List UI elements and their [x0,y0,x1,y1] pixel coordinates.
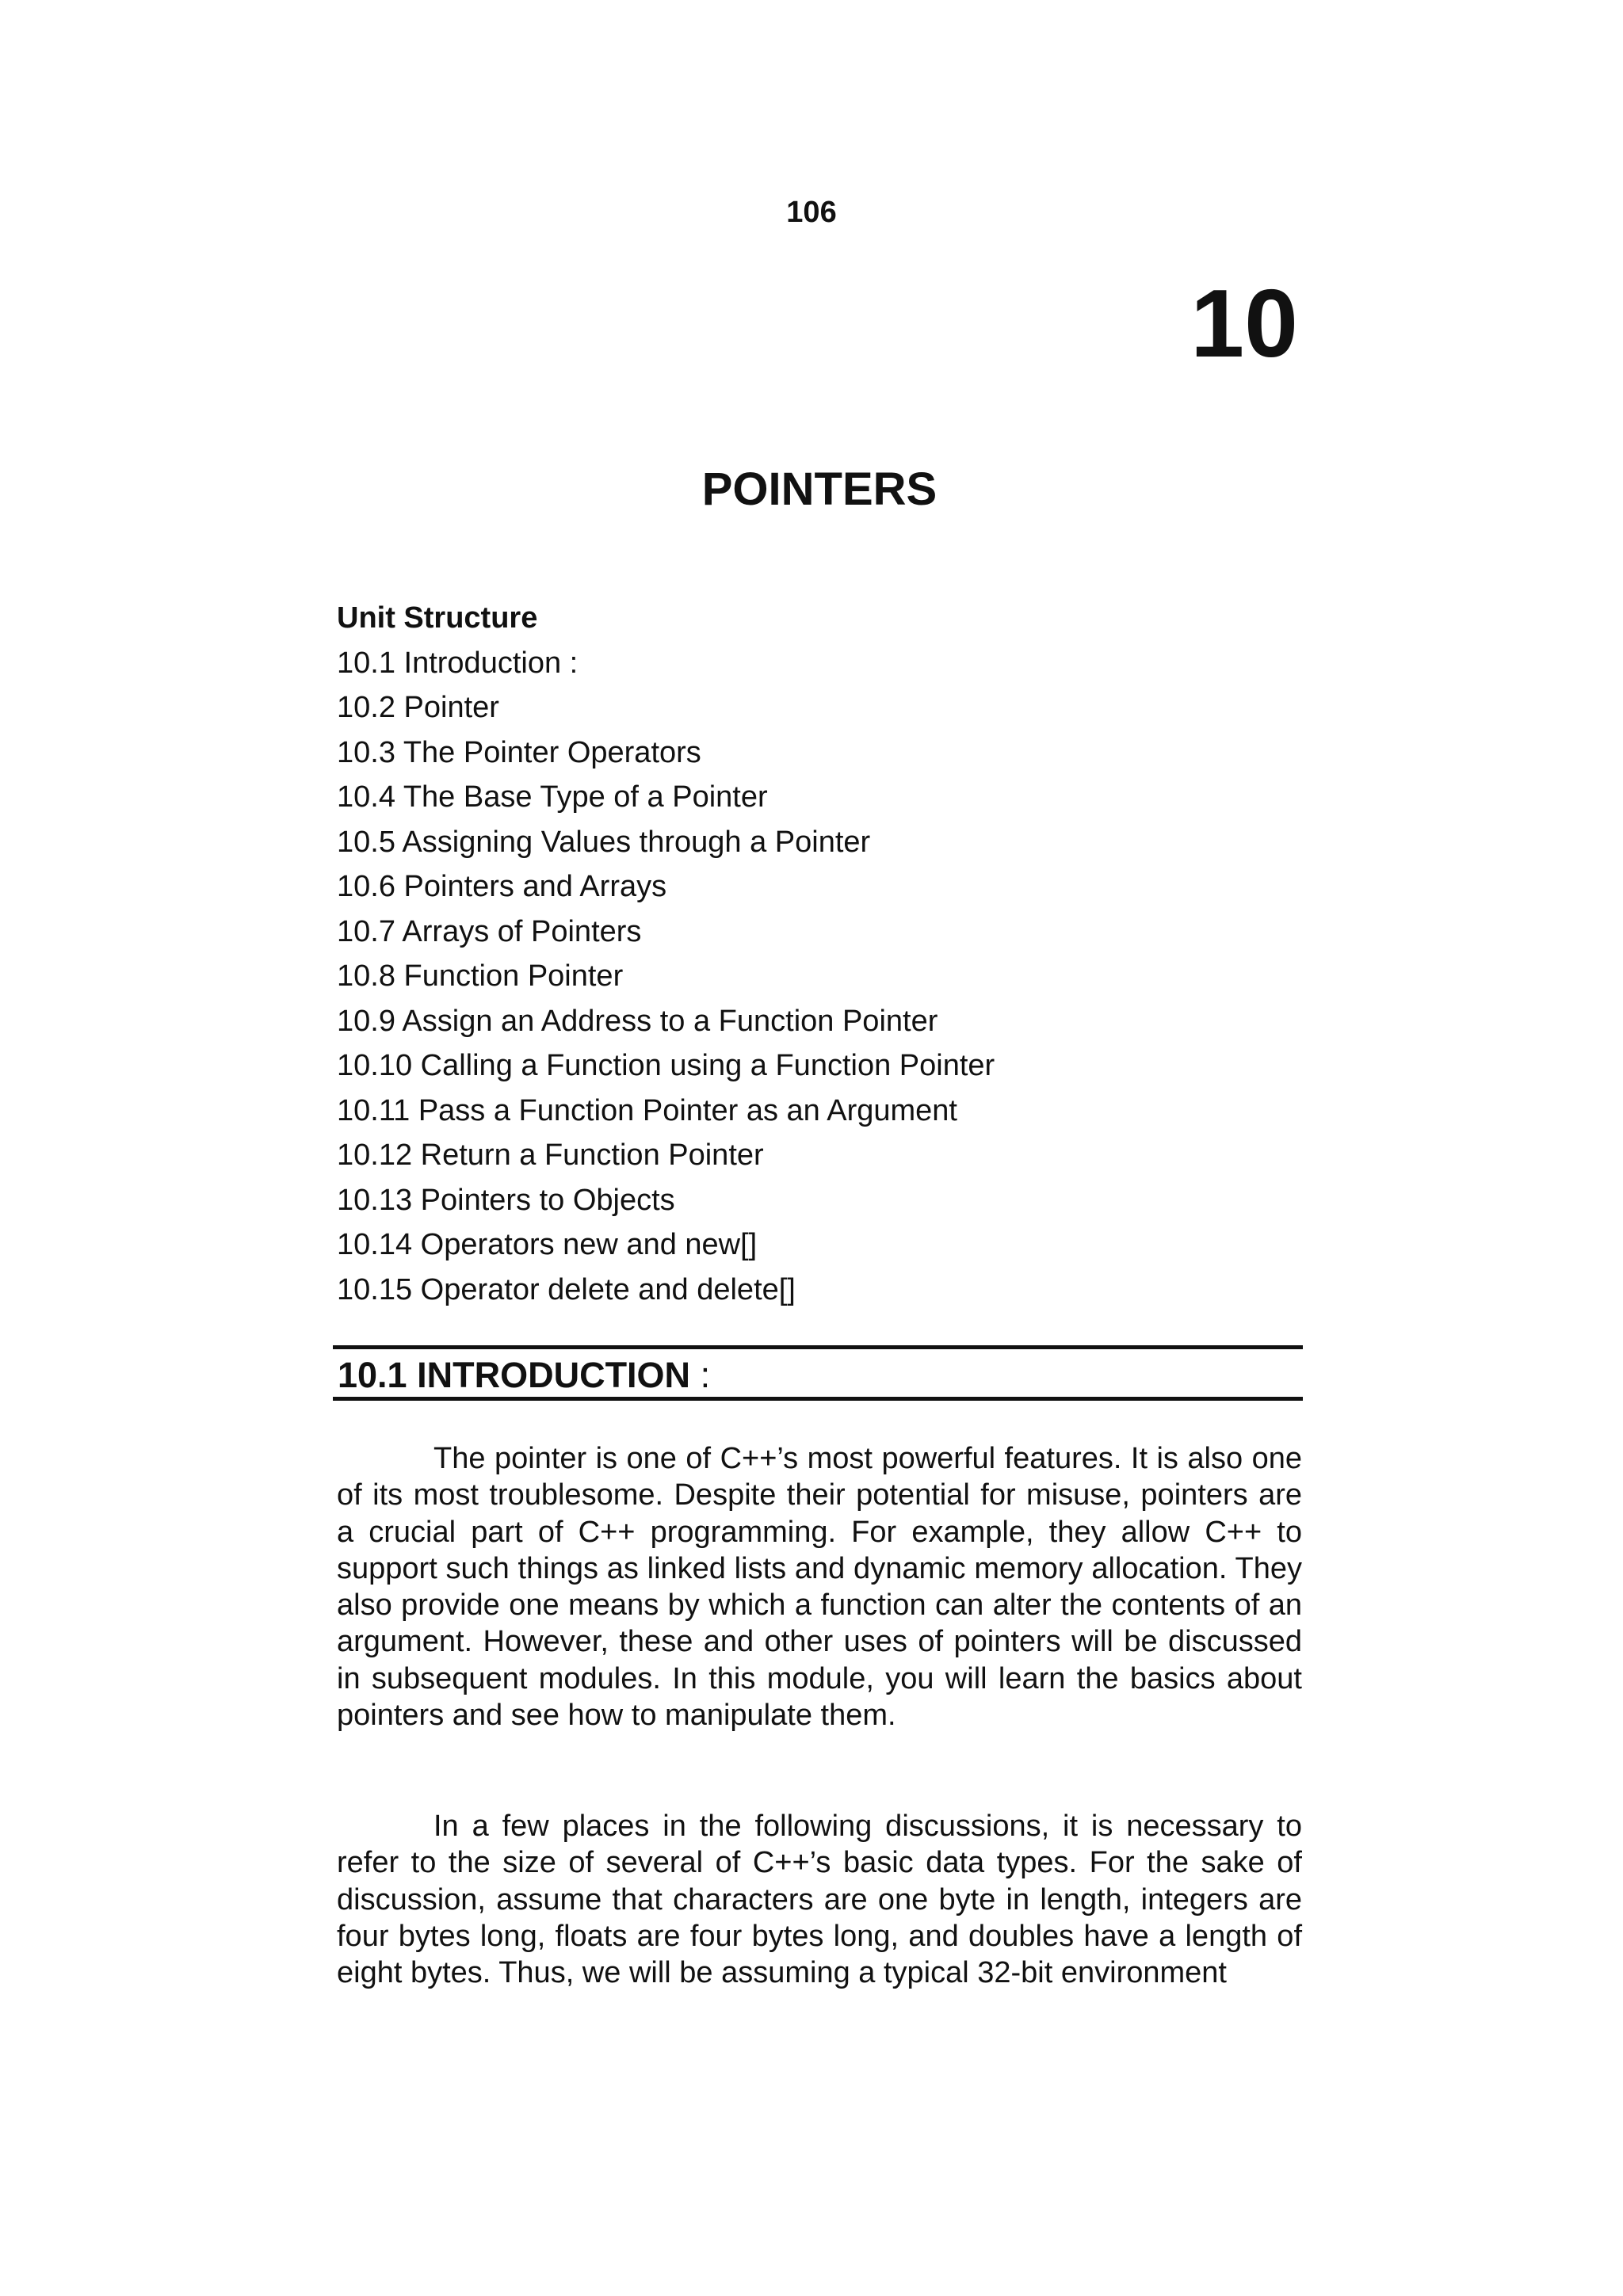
section-heading-title: 10.1 INTRODUCTION [338,1355,691,1395]
toc-item: 10.11 Pass a Function Pointer as an Argument [337,1093,957,1127]
unit-structure-heading: Unit Structure [337,601,538,635]
page-number: 106 [786,196,837,229]
toc-item: 10.6 Pointers and Arrays [337,870,667,903]
toc-item: 10.3 The Pointer Operators [337,735,701,769]
chapter-number: 10 [1190,269,1298,377]
toc-item: 10.1 Introduction : [337,646,579,680]
toc-item: 10.9 Assign an Address to a Function Pointer [337,1004,938,1038]
unit-structure [337,596,1304,1312]
toc-item: 10.15 Operator delete and delete[] [337,1272,796,1306]
section-heading-suffix: : [690,1355,711,1395]
section-heading [333,1345,1303,1401]
toc-item: 10.8 Function Pointer [337,959,624,993]
body-paragraph: In a few places in the following discussions, it is necessary to refer to the size of several of C++’s basic data types. For the sake of discussion, assume that characters are one byte in length, integers are four bytes long, floats are four bytes long, and doubles have a length of eight bytes. Thus, we will be assuming a typical 32-bit environment [337,1810,1302,1990]
toc-item: 10.10 Calling a Function using a Function Pointer [337,1049,995,1082]
toc-item: 10.13 Pointers to Objects [337,1183,675,1217]
toc-item: 10.14 Operators new and new[] [337,1228,758,1261]
chapter-title: POINTERS [701,463,938,515]
body-paragraph: The pointer is one of C++’s most powerful features. It is also one of its most troublesome. Despite their potential for misuse, pointers are a crucial part of C++ programming. For example, they allow C++ to support such things as linked lists and dynamic memory allocation. They also provide one means by which a function can alter the contents of an argument. However, these and other uses of pointers will be discussed in subsequent modules. In this module, you will learn the basics about pointers and see how to manipulate them. [337,1442,1302,1733]
toc-item: 10.4 The Base Type of a Pointer [337,780,768,814]
section-heading-text [338,1355,710,1396]
toc-item: 10.2 Pointer [337,691,499,724]
toc-item: 10.7 Arrays of Pointers [337,914,642,948]
table-of-contents [337,641,1304,1313]
toc-item: 10.12 Return a Function Pointer [337,1138,764,1172]
toc-item: 10.5 Assigning Values through a Pointer [337,825,871,859]
